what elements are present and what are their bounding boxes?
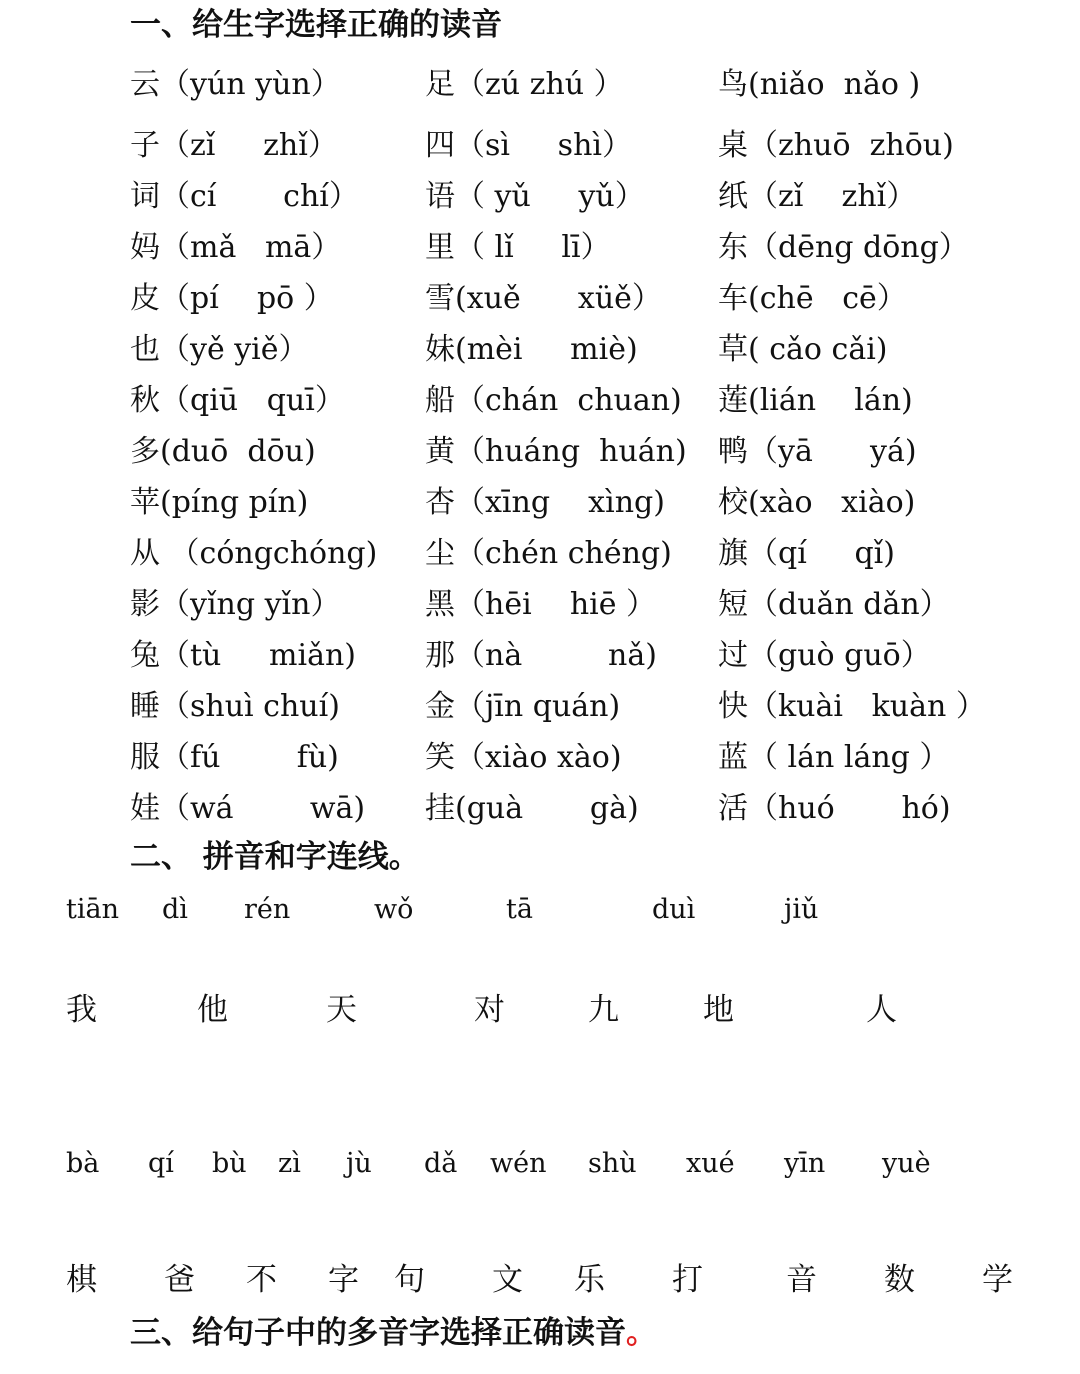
reading-item: 杏（xīng xìng): [425, 485, 665, 520]
reading-item: 从 （cóngchóng): [130, 536, 378, 571]
reading-item: 雪(xuě xüě）: [425, 281, 662, 316]
hanzi-item[interactable]: 对: [474, 992, 505, 1028]
reading-item: 快（kuài kuàn ）: [718, 689, 986, 724]
pinyin-item[interactable]: zì: [278, 1148, 301, 1179]
pinyin-item[interactable]: tā: [506, 894, 533, 925]
pinyin-item[interactable]: rén: [244, 894, 291, 925]
section3-title: [130, 1315, 657, 1351]
reading-item: 兔（tù miǎn): [130, 638, 357, 673]
pinyin-item[interactable]: dǎ: [424, 1148, 458, 1179]
reading-item: 妈（mǎ mā）: [130, 230, 342, 265]
pinyin-item[interactable]: bà: [66, 1148, 100, 1179]
reading-item: 也（yě yiě）: [130, 332, 309, 367]
hanzi-item[interactable]: 爸: [164, 1262, 195, 1298]
reading-item: 足（zú zhú ）: [425, 67, 624, 102]
pinyin-item[interactable]: qí: [148, 1148, 174, 1179]
reading-item: 活（huó hó): [718, 791, 951, 826]
reading-item: 语（ yǔ yǔ）: [425, 179, 645, 214]
hanzi-item[interactable]: 字: [328, 1262, 359, 1298]
pinyin-item[interactable]: jù: [346, 1148, 372, 1179]
pinyin-item[interactable]: xué: [686, 1148, 735, 1179]
reading-item: 莲(lián lán): [718, 383, 913, 418]
reading-item: 蓝（ lán láng ）: [718, 740, 950, 775]
hanzi-item[interactable]: 人: [866, 992, 897, 1028]
hanzi-item[interactable]: 他: [197, 992, 228, 1028]
reading-item: 睡（shuì chuí): [130, 689, 340, 724]
reading-item: 旗（qí qǐ): [718, 536, 895, 571]
reading-item: 校(xào xiào): [718, 485, 916, 520]
pinyin-item[interactable]: yīn: [784, 1148, 826, 1179]
pinyin-item[interactable]: duì: [652, 894, 696, 925]
reading-item: 里（ lǐ lī）: [425, 230, 611, 265]
pinyin-item[interactable]: wén: [490, 1148, 547, 1179]
reading-item: 鸟(niǎo nǎo ): [718, 67, 921, 102]
reading-item: 秋（qiū quī）: [130, 383, 345, 418]
reading-item: 挂(guà gà): [425, 791, 639, 826]
hanzi-item[interactable]: 打: [672, 1262, 703, 1298]
reading-item: 黄（huáng huán): [425, 434, 687, 469]
reading-item: 金（jīn quán): [425, 689, 621, 724]
hanzi-item[interactable]: 不: [246, 1262, 277, 1298]
section1-title: 一、给生字选择正确的读音: [130, 7, 502, 43]
reading-item: 苹(píng pín): [130, 485, 309, 520]
hanzi-item[interactable]: 文: [492, 1262, 523, 1298]
reading-item: 过（guò guō）: [718, 638, 931, 673]
reading-item: 词（cí chí）: [130, 179, 359, 214]
hanzi-item[interactable]: 音: [786, 1262, 817, 1298]
hanzi-item[interactable]: 天: [326, 992, 357, 1028]
reading-item: 影（yǐng yǐn）: [130, 587, 341, 622]
hanzi-item[interactable]: 学: [982, 1262, 1013, 1298]
reading-item: 东（dēng dōng）: [718, 230, 969, 265]
reading-item: 妹(mèi miè): [425, 332, 638, 367]
section3-title-period: 。: [626, 1315, 657, 1351]
reading-item: 鸭（yā yá): [718, 434, 917, 469]
pinyin-item[interactable]: tiān: [66, 894, 119, 925]
reading-item: 黑（hēi hiē ）: [425, 587, 657, 622]
reading-item: 四（sì shì）: [425, 128, 632, 163]
hanzi-item[interactable]: 九: [588, 992, 619, 1028]
hanzi-item[interactable]: 乐: [574, 1262, 605, 1298]
reading-item: 桌（zhuō zhōu): [718, 128, 954, 163]
hanzi-item[interactable]: 句: [394, 1262, 425, 1298]
pinyin-item[interactable]: dì: [162, 894, 188, 925]
reading-item: 车(chē cē）: [718, 281, 907, 316]
hanzi-item[interactable]: 棋: [66, 1262, 97, 1298]
reading-item: 那（nà nǎ): [425, 638, 657, 673]
reading-item: 纸（zǐ zhǐ）: [718, 179, 917, 214]
pinyin-item[interactable]: bù: [212, 1148, 247, 1179]
section3-title-text: 三、给句子中的多音字选择正确读音: [130, 1315, 626, 1351]
hanzi-item[interactable]: 地: [703, 992, 734, 1028]
reading-item: 短（duǎn dǎn）: [718, 587, 950, 622]
reading-item: 皮（pí pō ）: [130, 281, 334, 316]
reading-item: 尘（chén chéng): [425, 536, 672, 571]
reading-item: 笑（xiào xào): [425, 740, 622, 775]
reading-item: 娃（wá wā): [130, 791, 366, 826]
pinyin-item[interactable]: yuè: [882, 1148, 931, 1179]
section2-title: 二、 拼音和字连线。: [130, 839, 420, 875]
hanzi-item[interactable]: 我: [66, 992, 97, 1028]
reading-item: 云（yún yùn）: [130, 67, 341, 102]
pinyin-item[interactable]: jiǔ: [784, 894, 819, 925]
reading-item: 船（chán chuan): [425, 383, 682, 418]
pinyin-item[interactable]: wǒ: [374, 894, 414, 925]
reading-item: 草( cǎo cǎi): [718, 332, 888, 367]
hanzi-item[interactable]: 数: [884, 1262, 915, 1298]
pinyin-item[interactable]: shù: [588, 1148, 637, 1179]
reading-item: 服（fú fù): [130, 740, 339, 775]
reading-item: 子（zǐ zhǐ）: [130, 128, 338, 163]
reading-item: 多(duō dōu): [130, 434, 316, 469]
